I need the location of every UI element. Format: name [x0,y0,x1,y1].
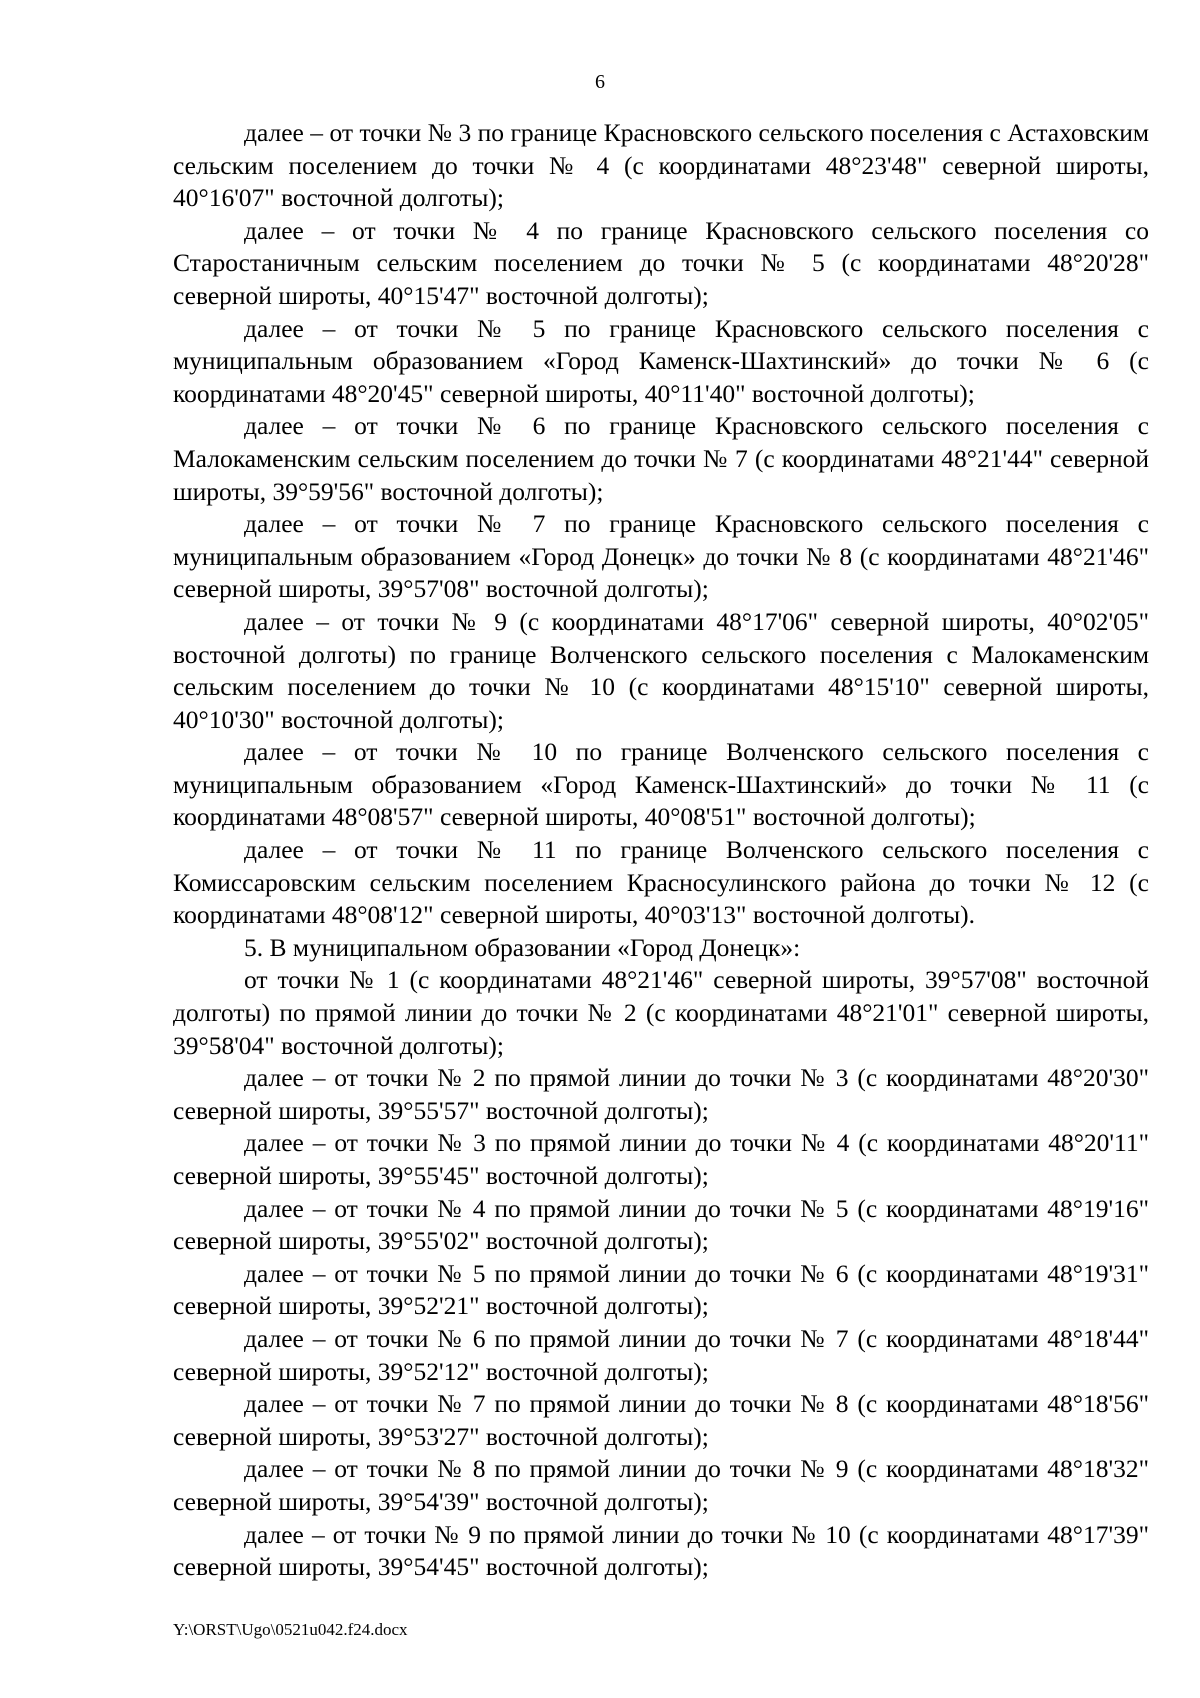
paragraph: далее – от точки № 7 по границе Красновского сельского поселения с муниципальным образованием «Город Донецк» до точки № 8 (с координатами 48°21'46" северной широты, 39°57'08" восточной долготы); [173,509,1149,604]
paragraph: от точки № 1 (с координатами 48°21'46" северной широты, 39°57'08" восточной долготы) по прямой линии до точки № 2 (с координатами 48°21'01" северной широты, 39°58'04" восточной долготы); [173,965,1149,1060]
section-heading: 5. В муниципальном образовании «Город Донецк»: [244,932,801,962]
paragraph: далее – от точки № 6 по прямой линии до точки № 7 (с координатами 48°18'44" северной широты, 39°52'12" восточной долготы); [173,1323,1149,1386]
paragraph: далее – от точки № 5 по прямой линии до точки № 6 (с координатами 48°19'31" северной широты, 39°52'21" восточной долготы); [173,1258,1149,1321]
paragraph: далее – от точки № 2 по прямой линии до точки № 3 (с координатами 48°20'30" северной широты, 39°55'57" восточной долготы); [173,1063,1149,1125]
paragraph: далее – от точки № 9 (с координатами 48°17'06" северной широты, 40°02'05" восточной долготы) по границе Волченского сельского поселения с Малокаменским сельским поселением до точки № 10 (с координатами 48°15'10" северной широты, 40°10'30" восточной долготы); [173,606,1149,734]
paragraph: далее – от точки № 6 по границе Красновского сельского поселения с Малокаменским сельским поселением до точки № 7 (с координатами 48°21'44" северной широты, 39°59'56" восточной долготы); [173,411,1149,506]
paragraph: далее – от точки № 11 по границе Волченского сельского поселения с Комиссаровским сельским поселением Красносулинского района до точки № 12 (с координатами 48°08'12" северной широты, 40°03'13" восточной долготы). [173,835,1149,930]
paragraph: далее – от точки № 3 по границе Красновского сельского поселения с Астаховским сельским поселением до точки № 4 (с координатами 48°23'48" северной широты, 40°16'07" восточной долготы); [173,118,1149,213]
paragraph: далее – от точки № 4 по границе Красновского сельского поселения со Старостаничным сельским поселением до точки № 5 (с координатами 48°20'28" северной широты, 40°15'47" восточной долготы); [173,215,1149,310]
paragraph: далее – от точки № 4 по прямой линии до точки № 5 (с координатами 48°19'16" северной широты, 39°55'02" восточной долготы); [173,1193,1149,1256]
paragraph: далее – от точки № 5 по границе Красновского сельского поселения с муниципальным образованием «Город Каменск-Шахтинский» до точки № 6 (с координатами 48°20'45" северной широты, 40°11'40" восточной долготы); [173,313,1149,408]
page-number: 6 [595,71,605,93]
paragraph: далее – от точки № 8 по прямой линии до точки № 9 (с координатами 48°18'32" северной широты, 39°54'39" восточной долготы); [173,1454,1149,1516]
footer-file-path: Y:\ORST\Ugo\0521u042.f24.docx [173,1620,408,1639]
document-body [173,117,1149,1584]
paragraph: далее – от точки № 3 по прямой линии до точки № 4 (с координатами 48°20'11" северной широты, 39°55'45" восточной долготы); [173,1128,1149,1190]
paragraph: далее – от точки № 9 по прямой линии до точки № 10 (с координатами 48°17'39" северной широты, 39°54'45" восточной долготы); [173,1519,1149,1582]
paragraph: далее – от точки № 7 по прямой линии до точки № 8 (с координатами 48°18'56" северной широты, 39°53'27" восточной долготы); [173,1389,1149,1451]
paragraph: далее – от точки № 10 по границе Волченского сельского поселения с муниципальным образованием «Город Каменск-Шахтинский» до точки № 11 (с координатами 48°08'57" северной широты, 40°08'51" восточной долготы); [173,737,1149,832]
